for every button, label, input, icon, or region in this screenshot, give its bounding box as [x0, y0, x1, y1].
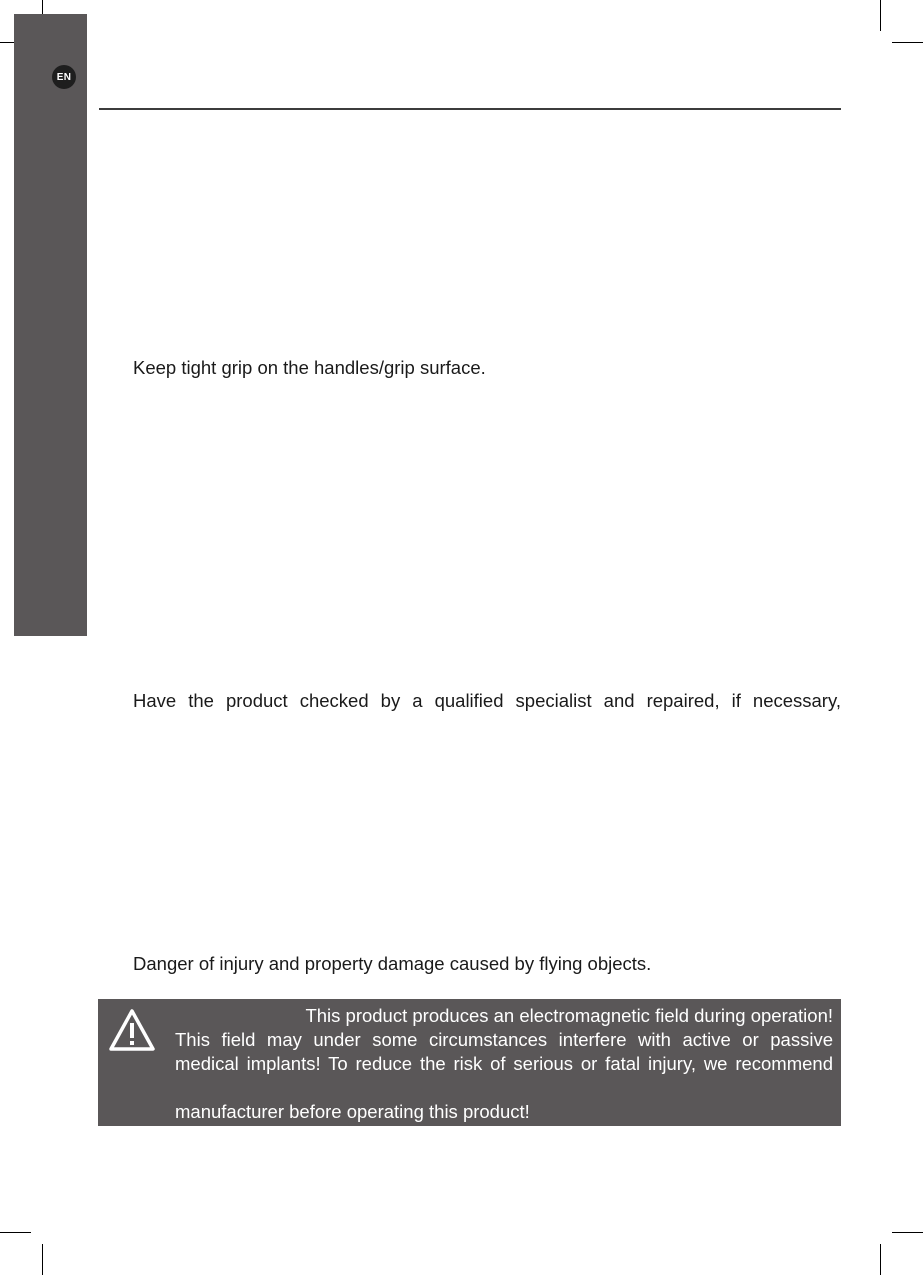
danger-notice: Danger of injury and property damage caused by flying objects.	[133, 953, 652, 974]
warning-line-3: medical implants! To reduce the risk of serious or fatal injury, we recommend	[175, 1053, 833, 1074]
check-instruction: Have the product checked by a qualified specialist and repaired, if necessary,	[133, 690, 841, 711]
warning-line-1: This product produces an electromagnetic field during operation!	[305, 1005, 833, 1026]
crop-mark	[892, 42, 923, 43]
warning-line-2: This field may under some circumstances interfere with active or passive	[175, 1029, 833, 1050]
language-tab	[14, 14, 87, 636]
header-rule	[99, 108, 841, 110]
warning-triangle-icon	[107, 1007, 157, 1053]
crop-mark	[42, 1244, 43, 1275]
warning-line-4: manufacturer before operating this product!	[175, 1101, 530, 1122]
crop-mark	[880, 0, 881, 31]
language-badge: EN	[52, 65, 76, 89]
warning-box	[98, 999, 841, 1126]
grip-instruction: Keep tight grip on the handles/grip surface.	[133, 357, 486, 378]
crop-mark	[892, 1232, 923, 1233]
crop-mark	[0, 1232, 31, 1233]
crop-mark	[880, 1244, 881, 1275]
